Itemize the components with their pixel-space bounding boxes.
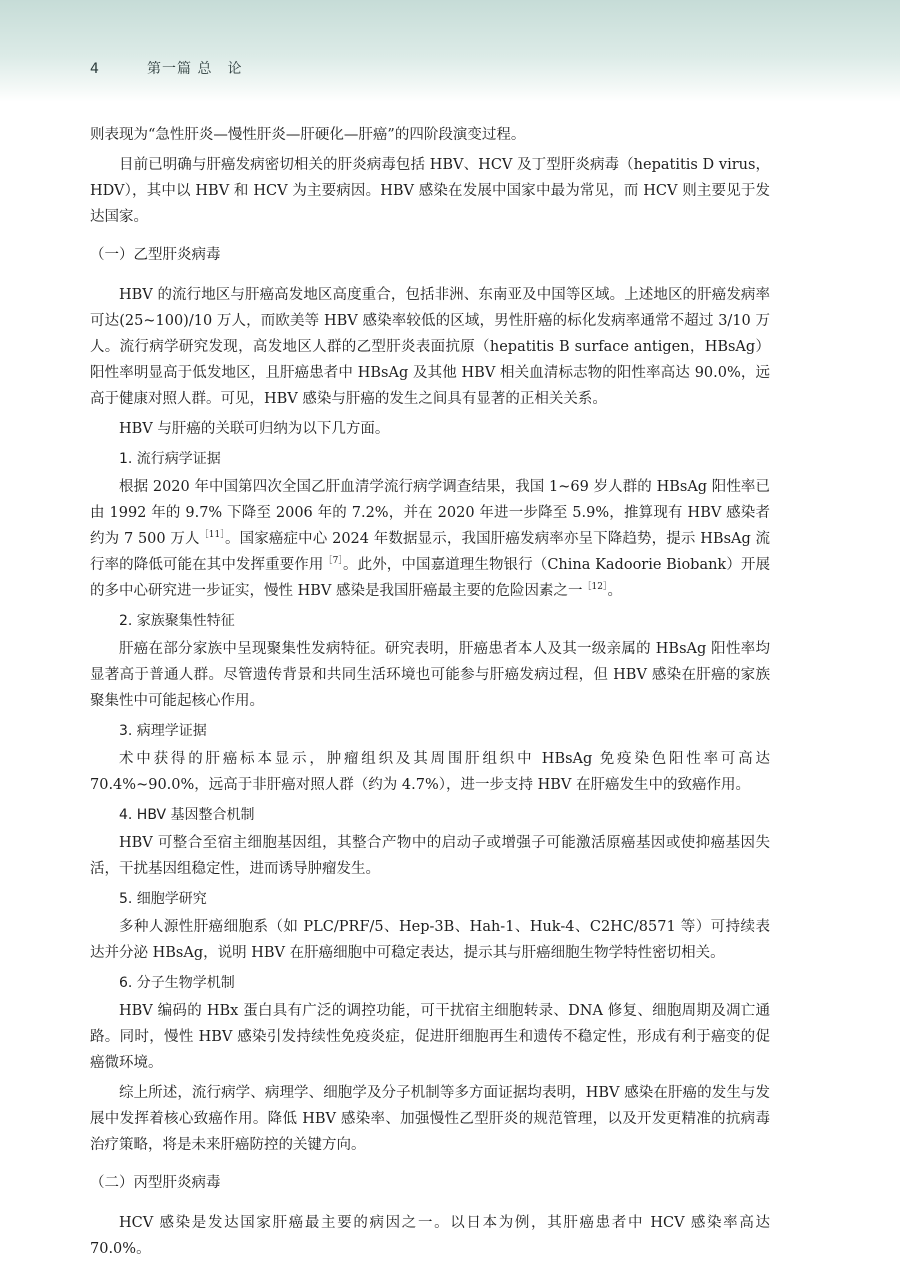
subheading-epidemiological-evidence: 1. 流行病学证据 bbox=[119, 451, 221, 467]
text-segment: 。国家癌症中心 2024 年数据显示，我国肝癌发病率亦呈下降趋势，提示 HBsAg 流行率的降低可能在其中发挥重要作用 bbox=[90, 531, 770, 573]
citation-12: ［12］ bbox=[582, 582, 608, 593]
text-segment: 。 bbox=[607, 583, 622, 599]
paragraph-summary: 综上所述，流行病学、病理学、细胞学及分子机制等多方面证据均表明，HBV 感染在肝癌的发生与发展中发挥着核心致癌作用。降低 HBV 感染率、加强慢性乙型肝炎的规范管理，以及开发更精准的抗病毒治疗策略，将是未来肝癌防控的关键方向。 bbox=[90, 1085, 770, 1153]
paragraph-pathological-evidence: 术中获得的肝癌标本显示，肿瘤组织及其周围肝组织中 HBsAg 免疫染色阳性率可高达 70.4%~90.0%，远高于非肝癌对照人群（约为 4.7%），进一步支持 HBV 在肝癌发生中的致癌作用。 bbox=[90, 751, 770, 793]
paragraph-epidemiological-evidence bbox=[90, 474, 770, 604]
paragraph-familial-clustering: 肝癌在部分家族中呈现聚集性发病特征。研究表明，肝癌患者本人及其一级亲属的 HBsAg 阳性率均显著高于普通人群。尽管遗传背景和共同生活环境也可能参与肝癌发病过程，但 HBV 感染在肝癌的家族聚集性中可能起核心作用。 bbox=[90, 641, 770, 709]
page-number: 4 bbox=[90, 61, 99, 77]
header-band bbox=[0, 0, 900, 102]
text-segment: 根据 2020 年中国第四次全国乙肝血清学流行病学调查结果，我国 1~69 岁人群的 HBsAg 阳性率已由 1992 年的 9.7% 下降至 2006 年的 7.2%，并在 2020 年进一步降至 5.9%，推算现有 HBV 感染者约为 7 500 万人 bbox=[90, 479, 770, 547]
section-heading-hcv: （二）丙型肝炎病毒 bbox=[90, 1175, 221, 1191]
subheading-pathological-evidence: 3. 病理学证据 bbox=[119, 723, 207, 739]
paragraph-continuation: 则表现为“急性肝炎—慢性肝炎—肝硬化—肝癌”的四阶段演变过程。 bbox=[90, 127, 526, 143]
paragraph-hbv-association: HBV 与肝癌的关联可归纳为以下几方面。 bbox=[119, 421, 390, 437]
subheading-gene-integration: 4. HBV 基因整合机制 bbox=[119, 807, 255, 823]
running-header bbox=[90, 58, 242, 82]
page-body bbox=[0, 122, 900, 1266]
text-segment: 。此外，中国嘉道理生物银行（China Kadoorie Biobank）开展的多中心研究进一步证实，慢性 HBV 感染是我国肝癌最主要的危险因素之一 bbox=[90, 557, 771, 599]
paragraph-cytology: 多种人源性肝癌细胞系（如 PLC/PRF/5、Hep-3B、Hah-1、Huk-4、C2HC/8571 等）可持续表达并分泌 HBsAg，说明 HBV 在肝癌细胞中可稳定表达，提示其与肝癌细胞生物学特性密切相关。 bbox=[90, 919, 770, 961]
section-heading-hbv: （一）乙型肝炎病毒 bbox=[90, 247, 221, 263]
subheading-molecular-mechanism: 6. 分子生物学机制 bbox=[119, 975, 235, 991]
subheading-cytology: 5. 细胞学研究 bbox=[119, 891, 207, 907]
paragraph-hbv-epidemiology: HBV 的流行地区与肝癌高发地区高度重合，包括非洲、东南亚及中国等区域。上述地区的肝癌发病率可达(25~100)/10 万人，而欧美等 HBV 感染率较低的区域，男性肝癌的标化发病率通常不超过 3/10 万人。流行病学研究发现，高发地区人群的乙型肝炎表面抗原（hepatitis B surface antigen，HBsAg）阳性率明显高于低发地区，且肝癌患者中 HBsAg 及其他 HBV 相关血清标志物的阳性率高达 90.0%，远高于健康对照人群。可见，HBV 感染与肝癌的发生之间具有显著的正相关关系。 bbox=[90, 287, 770, 407]
paragraph-gene-integration: HBV 可整合至宿主细胞基因组，其整合产物中的启动子或增强子可能激活原癌基因或使抑癌基因失活，干扰基因组稳定性，进而诱导肿瘤发生。 bbox=[90, 835, 770, 877]
paragraph-hcv: HCV 感染是发达国家肝癌最主要的病因之一。以日本为例，其肝癌患者中 HCV 感染率高达 70.0%。 bbox=[90, 1215, 770, 1257]
paragraph-hepatitis-viruses: 目前已明确与肝癌发病密切相关的肝炎病毒包括 HBV、HCV 及丁型肝炎病毒（hepatitis D virus，HDV），其中以 HBV 和 HCV 为主要病因。HBV 感染在发展中国家中最为常见，而 HCV 则主要见于发达国家。 bbox=[90, 157, 770, 225]
part-title: 第一篇 总 论 bbox=[147, 61, 243, 77]
citation-7: ［7］ bbox=[323, 556, 344, 567]
citation-11: ［11］ bbox=[199, 530, 225, 541]
paragraph-molecular-mechanism: HBV 编码的 HBx 蛋白具有广泛的调控功能，可干扰宿主细胞转录、DNA 修复、细胞周期及凋亡通路。同时，慢性 HBV 感染引发持续性免疫炎症，促进肝细胞再生和遗传不稳定性，形成有利于癌变的促癌微环境。 bbox=[90, 1003, 770, 1071]
subheading-familial-clustering: 2. 家族聚集性特征 bbox=[119, 613, 235, 629]
